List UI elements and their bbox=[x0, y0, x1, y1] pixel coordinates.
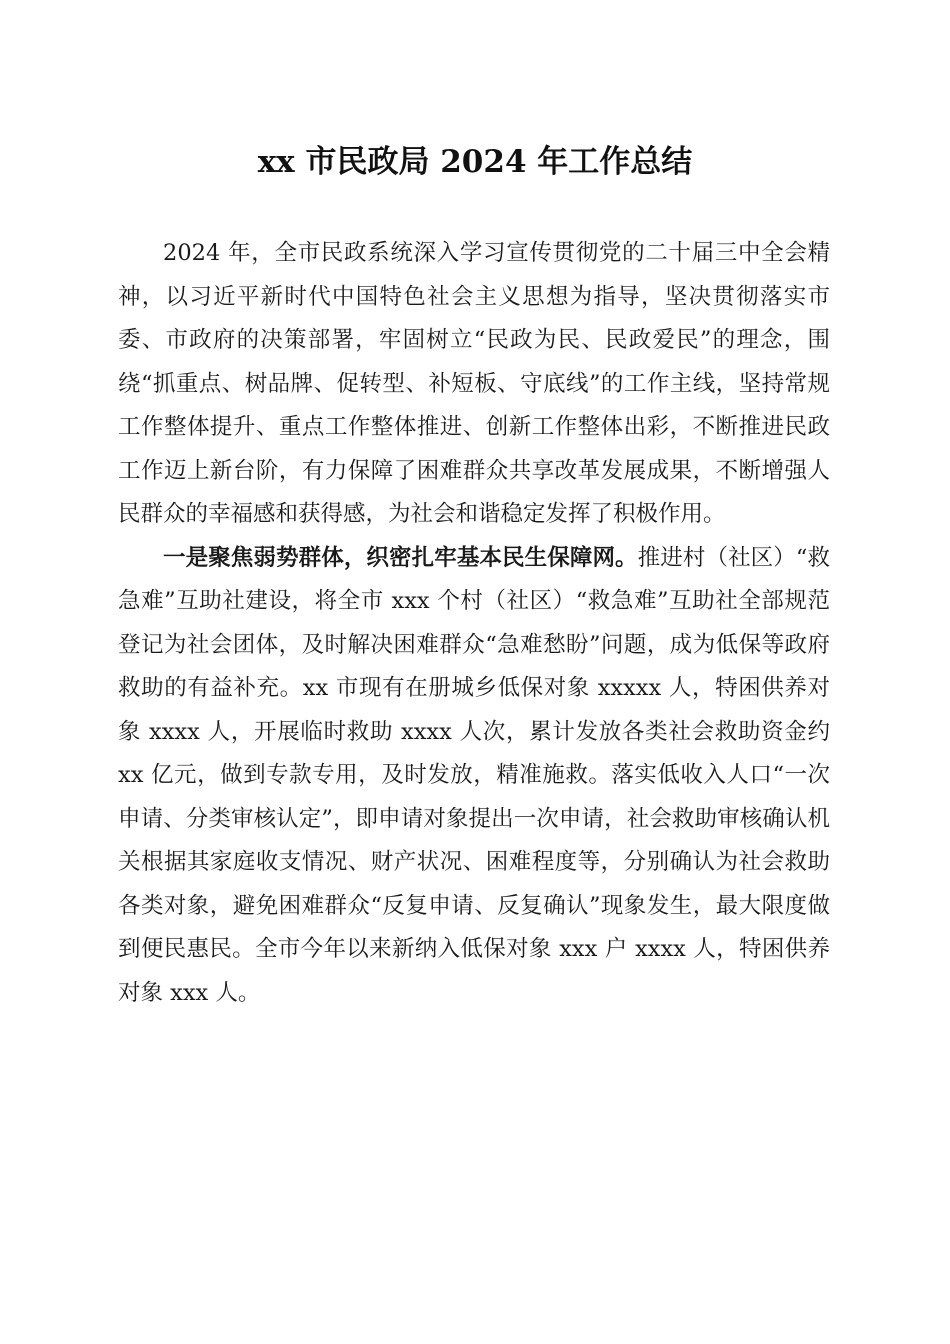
paragraph-intro bbox=[118, 232, 830, 537]
paragraph-text: 推进村（社区）“救急难”互助社建设，将全市 xxx 个村（社区）“救急难”互助社全部规范登记为社会团体，及时解决困难群众“急难愁盼”问题，成为低保等政府救助的有益补充。xx 市现有在册城乡低保对象 xxxxx 人，特困供养对象 xxxx 人，开展临时救助 xxxx 人次，累计发放各类社会救助资金约 xx 亿元，做到专款专用，及时发放，精准施救。落实低收入人口“一次申请、分类审核认定”，即申请对象提出一次申请，社会救助审核确认机关根据其家庭收支情况、财产状况、困难程度等，分别确认为社会救助各类对象，避免困难群众“反复申请、反复确认”现象发生，最大限度做到便民惠民。全市今年以来新纳入低保对象 xxx 户 xxxx 人，特困供养对象 xxx 人。 bbox=[118, 544, 830, 1006]
paragraph-text: 2024 年，全市民政系统深入学习宣传贯彻党的二十届三中全会精神，以习近平新时代中国特色社会主义思想为指导，坚决贯彻落实市委、市政府的决策部署，牢固树立“民政为民、民政爱民”的理念，围绕“抓重点、树品牌、促转型、补短板、守底线”的工作主线，坚持常规工作整体提升、重点工作整体推进、创新工作整体出彩，不断推进民政工作迈上新台阶，有力保障了困难群众共享改革发展成果，不断增强人民群众的幸福感和获得感，为社会和谐稳定发挥了积极作用。 bbox=[118, 240, 830, 527]
paragraph-lead: 一是聚焦弱势群体，织密扎牢基本民生保障网。 bbox=[163, 544, 638, 571]
document-title: xx 市民政局 2024 年工作总结 bbox=[257, 144, 693, 180]
paragraph-section-1 bbox=[118, 537, 830, 1016]
document-body bbox=[118, 232, 830, 1015]
